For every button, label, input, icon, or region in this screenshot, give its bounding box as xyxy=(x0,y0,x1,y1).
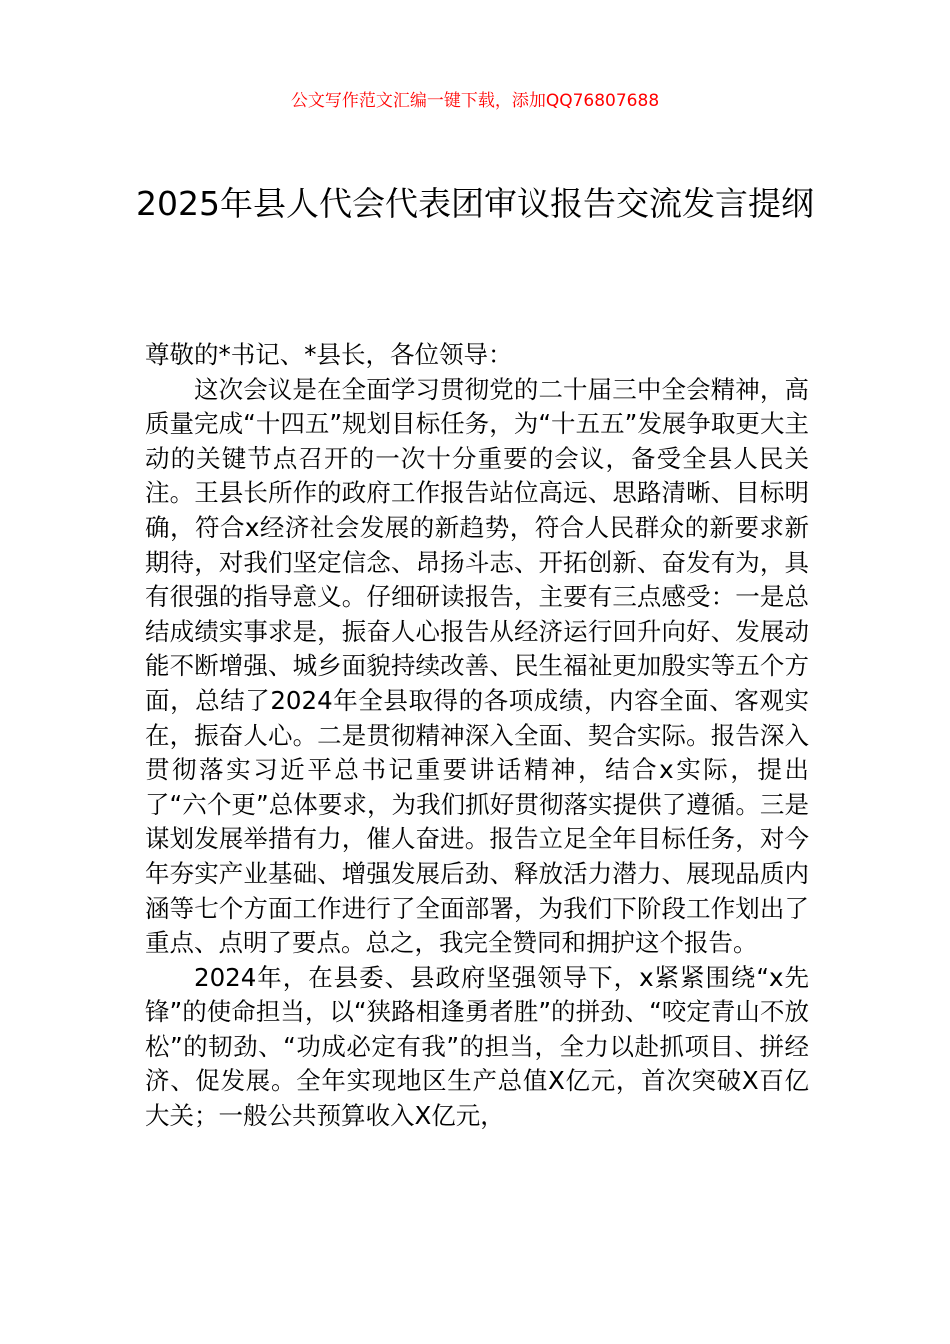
document-body xyxy=(145,338,809,1134)
document-title: 2025年县人代会代表团审议报告交流发言提纲 xyxy=(136,184,814,223)
salutation: 尊敬的*书记、*县长，各位领导： xyxy=(145,340,513,369)
body-paragraph: 这次会议是在全面学习贯彻党的二十届三中全会精神，高质量完成“十四五”规划目标任务，为“十五五”发展争取更大主动的关键节点召开的一次十分重要的会议，备受全县人民关注。王县长所作的政府工作报告站位高远、思路清晰、目标明确，符合x经济社会发展的新趋势，符合人民群众的新要求新期待，对我们坚定信念、昂扬斗志、开拓创新、奋发有为，具有很强的指导意义。仔细研读报告，主要有三点感受：一是总结成绩实事求是，振奋人心报告从经济运行回升向好、发展动能不断增强、城乡面貌持续改善、民生福祉更加殷实等五个方面，总结了2024年全县取得的各项成绩，内容全面、客观实在，振奋人心。二是贯彻精神深入全面、契合实际。报告深入贯彻落实习近平总书记重要讲话精神，结合x实际，提出了“六个更”总体要求，为我们抓好贯彻落实提供了遵循。三是谋划发展举措有力，催人奋进。报告立足全年目标任务，对今年夯实产业基础、增强发展后劲、释放活力潜力、展现品质内涵等七个方面工作进行了全面部署，为我们下阶段工作划出了重点、点明了要点。总之，我完全赞同和拥护这个报告。 xyxy=(145,374,809,958)
body-paragraph: 2024年，在县委、县政府坚强领导下，x紧紧围绕“x先锋”的使命担当，以“狭路相逢勇者胜”的拼劲、“咬定青山不放松”的韧劲、“功成必定有我”的担当，全力以赴抓项目、拼经济、促发展。全年实现地区生产总值X亿元，首次突破X百亿大关；一般公共预算收入X亿元， xyxy=(145,962,809,1131)
download-banner: 公文写作范文汇编一键下载，添加QQ76807688 xyxy=(290,91,660,111)
